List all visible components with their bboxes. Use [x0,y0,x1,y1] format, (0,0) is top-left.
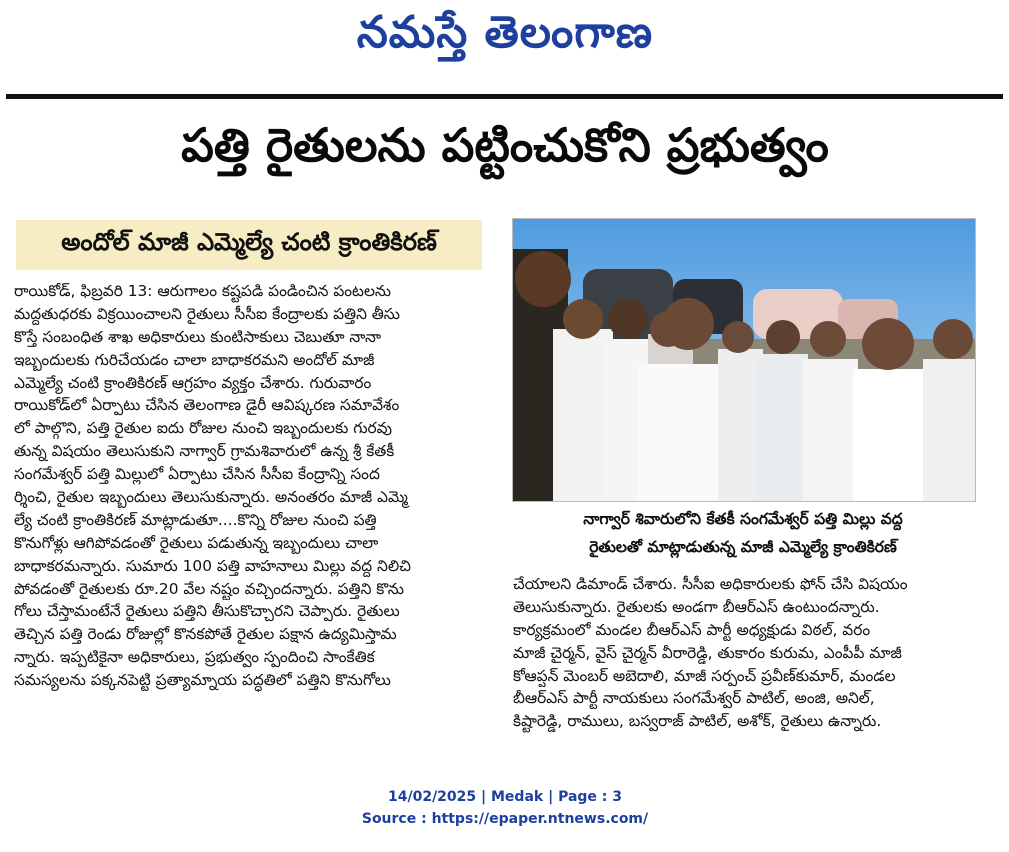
body-line: పోవడంతో రైతులకు రూ.20 వేల నష్టం వచ్చిందన్నారు. పత్తిని కొను [14,579,404,598]
body-line: తెచ్చిన పత్తి రెండు రోజుల్లో కొనకపోతే రైతుల పక్షాన ఉద్యమిస్తామ [14,625,397,644]
body-line: కోఆప్షన్ మెంబర్ అబెదాలి, మాజీ సర్పంచ్ ప్రవీణ్‌కుమార్, మండల [513,666,896,685]
body-line: చేయాలని డిమాండ్ చేశారు. సీసీఐ అధికారులకు ఫోన్ చేసి విషయం [513,575,908,593]
body-line: లో పాల్గొని, పత్తి రైతుల ఐదు రోజుల నుంచి ఇబ్బందులకు గురవు [14,419,393,438]
body-line: సంగమేశ్వర్ పత్తి మిల్లులో ఏర్పాటు చేసిన సీసీఐ కేంద్రాన్ని సంద [14,465,380,484]
masthead-logo [300,6,710,70]
body-line: కొనుగోళ్లు ఆగిపోవడంతో రైతులు పడుతున్న ఇబ్బందులు చాలా [14,533,379,552]
masthead-title: నమస్తే తెలంగాణ [356,7,654,58]
body-line: ల్యే చంటి క్రాంతికిరణ్ మాట్లాడుతూ....కొన్ని రోజుల నుంచి పత్తి [14,510,377,529]
body-line: కార్యక్రమంలో మండల బీఆర్‌ఎస్ పార్టీ అధ్యక్షుడు విఠల్, వరం [513,620,871,639]
body-line: సమస్యలను పక్కనపెట్టి ప్రత్యామ్నాయ పద్ధతిలో పత్తిని కొనుగోలు [14,671,391,690]
body-line: గోలు చేస్తామంటేనే రైతులు పత్తిని తీసుకొచ్చారని చెప్పారు. రైతులు [14,602,400,621]
footer-date-edition: 14/02/2025 | Medak | Page : 3 [387,789,623,805]
body-line: బాధాకరమన్నారు. సుమారు 100 పత్తి వాహనాలు మిల్లు వద్ద నిలిచి [14,556,411,575]
body-line: న్నారు. ఇప్పటికైనా అధికారులు, ప్రభుత్వం స్పందించి సాంకేతిక [14,648,375,667]
body-line: కిష్టారెడ్డి, రాములు, బస్వరాజ్ పాటిల్, అశోక్, రైతులు ఉన్నారు. [513,712,882,731]
page-footer [250,786,760,830]
article-body-left [14,280,489,692]
body-line: తెలుసుకున్నారు. రైతులకు అండగా బీఆర్‌ఎస్ ఉంటుందన్నారు. [513,597,880,616]
body-line: ర్శించి, రైతుల ఇబ్బందులు తెలుసుకున్నారు. అనంతరం మాజీ ఎమ్మె [14,488,408,507]
article-body-right [513,573,991,733]
body-line: మాజీ చైర్మన్, వైస్ చైర్మన్ వీరారెడ్డి, తుకారం కురుమ, ఎంపీపీ మాజీ [513,643,902,662]
caption-line: నాగ్వార్ శివారులోని కేతకీ సంగమేశ్వర్ పత్తి మిల్లు వద్ద [583,510,903,528]
body-line: మద్దతుధరకు విక్రయించాలని రైతులు సీసీఐ కేంద్రాలకు పత్తిని తీసు [14,304,400,323]
body-line: ఇబ్బందులకు గురిచేయడం చాలా బాధాకరమని అందోల్ మాజీ [14,350,375,369]
article-headline: పత్తి రైతులను పట్టించుకోని ప్రభుత్వం [181,118,829,172]
news-photo [512,218,976,502]
body-line: రాయికోడ్‌లో ఏర్పాటు చేసిన తెలంగాణ డైరీ ఆవిష్కరణ సమావేశం [14,396,400,415]
byline-text: అందోల్ మాజీ ఎమ్మెల్యే చంటి క్రాంతికిరణ్ [61,228,437,256]
body-line: ఎమ్మెల్యే చంటి క్రాంతికిరణ్ ఆగ్రహం వ్యక్తం చేశారు. గురువారం [14,373,372,392]
caption-line: రైతులతో మాట్లాడుతున్న మాజీ ఎమ్మెల్యే క్రాంతికిరణ్ [589,538,897,556]
photo-caption [512,505,974,565]
body-line: తున్న విషయం తెలుసుకుని నాగ్వార్ గ్రామశివారులో ఉన్న శ్రీ కేతకీ [14,442,395,461]
masthead-divider [6,94,1003,99]
footer-source-link[interactable]: Source : https://epaper.ntnews.com/ [361,811,649,827]
body-line: రాయికోడ్, ఫిబ్రవరి 13: ఆరుగాలం కష్టపడి పండించిన పంటలను [14,282,391,300]
byline-box [16,220,482,270]
body-line: బీఆర్‌ఎస్ పార్టీ నాయకులు సంగమేశ్వర్ పాటిల్, అంజి, అనిల్, [513,689,875,708]
body-line: కొస్తే సంబంధిత శాఖ అధికారులు కుంటిసాకులు చెబుతూ నానా [14,327,381,346]
